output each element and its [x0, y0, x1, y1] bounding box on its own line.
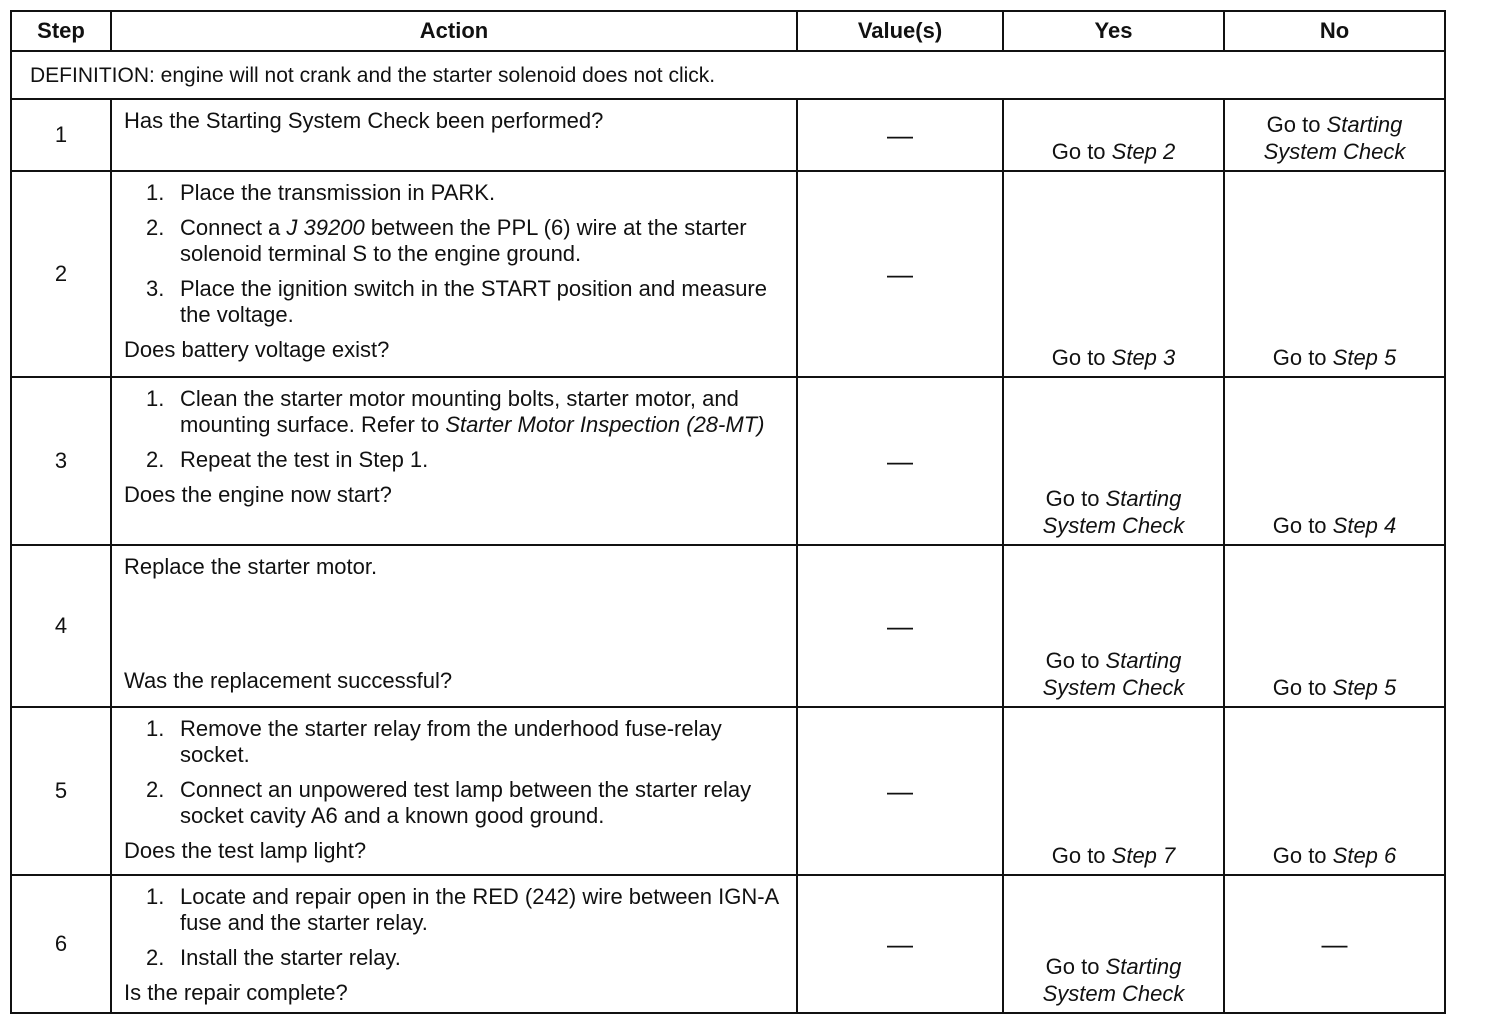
substep-item — [146, 884, 782, 936]
no-cell: — — [1224, 875, 1445, 1013]
substep-item — [146, 215, 782, 267]
substep-item — [146, 777, 782, 829]
header-step: Step — [11, 11, 111, 51]
header-value: Value(s) — [797, 11, 1003, 51]
yes-target-link[interactable]: Step 3 — [1111, 345, 1176, 370]
substep-text: Connect an unpowered test lamp between the starter relay socket cavity A6 and a known good ground. — [180, 777, 752, 828]
step-number: 1 — [11, 99, 111, 171]
substep-number: 2. — [146, 215, 165, 240]
step-number: 5 — [11, 707, 111, 875]
table-row — [11, 377, 1445, 545]
substep-list — [124, 386, 782, 473]
table-row — [11, 99, 1445, 171]
substep-number: 2. — [146, 777, 165, 802]
action-cell — [111, 707, 797, 875]
yes-target-link[interactable]: Starting System Check — [1042, 486, 1185, 538]
substep-item — [146, 716, 782, 768]
substep-text: Place the ignition switch in the START position and measure the voltage. — [180, 276, 767, 327]
substep-number: 1. — [146, 180, 165, 205]
yes-cell — [1003, 377, 1224, 545]
no-target-link[interactable]: Starting System Check — [1263, 112, 1406, 164]
substep-number: 2. — [146, 447, 165, 472]
substep-text: Remove the starter relay from the underhood fuse-relay socket. — [180, 716, 722, 767]
value-cell: — — [797, 171, 1003, 377]
question-text: Does battery voltage exist? — [124, 337, 390, 362]
substep-text: Install the starter relay. — [180, 945, 401, 970]
yes-cell — [1003, 545, 1224, 707]
definition-text: DEFINITION: engine will not crank and the starter solenoid does not click. — [11, 51, 1445, 99]
value-cell: — — [797, 875, 1003, 1013]
no-target-link[interactable]: Step 4 — [1332, 513, 1397, 538]
step-number: 3 — [11, 377, 111, 545]
no-cell — [1224, 171, 1445, 377]
diagnostic-table — [10, 10, 1446, 1014]
definition-row — [11, 51, 1445, 99]
question-text: Was the replacement successful? — [124, 668, 453, 693]
no-target-link[interactable]: Step 5 — [1332, 675, 1397, 700]
question-text: Has the Starting System Check been performed? — [124, 108, 604, 133]
substep-list — [124, 884, 782, 971]
question-text: Does the test lamp light? — [124, 838, 367, 863]
header-no: No — [1224, 11, 1445, 51]
substep-text: Connect a — [180, 215, 287, 240]
question-text: Is the repair complete? — [124, 980, 348, 1005]
substep-number: 3. — [146, 276, 165, 301]
no-target-link[interactable]: Step 6 — [1332, 843, 1397, 868]
action-cell — [111, 875, 797, 1013]
substep-text: between the PPL (6) wire at the starter solenoid terminal S to the engine ground. — [180, 215, 747, 266]
no-prefix: Go to — [1272, 513, 1333, 538]
yes-cell — [1003, 875, 1224, 1013]
yes-cell — [1003, 707, 1224, 875]
yes-cell — [1003, 171, 1224, 377]
action-cell — [111, 545, 797, 707]
table-row — [11, 875, 1445, 1013]
action-content — [124, 554, 782, 694]
yes-target-link[interactable]: Step 2 — [1111, 139, 1176, 164]
instruction-text: Replace the starter motor. — [124, 554, 378, 579]
substep-item — [146, 945, 782, 971]
substep-text: Repeat the test in Step 1. — [180, 447, 429, 472]
step-number: 6 — [11, 875, 111, 1013]
substep-text: Locate and repair open in the RED (242) wire between IGN-A fuse and the starter relay. — [180, 884, 778, 935]
yes-prefix: Go to — [1045, 486, 1106, 511]
yes-prefix: Go to — [1045, 648, 1106, 673]
substep-list — [124, 716, 782, 829]
no-prefix: Go to — [1272, 843, 1333, 868]
header-action: Action — [111, 11, 797, 51]
value-cell: — — [797, 377, 1003, 545]
diagnostic-table-container — [10, 10, 1444, 1004]
question-text: Does the engine now start? — [124, 482, 392, 507]
action-cell — [111, 171, 797, 377]
yes-target-link[interactable]: Step 7 — [1111, 843, 1176, 868]
no-prefix: Go to — [1272, 675, 1333, 700]
yes-prefix: Go to — [1045, 954, 1106, 979]
substep-item — [146, 386, 782, 438]
no-cell — [1224, 545, 1445, 707]
substep-number: 2. — [146, 945, 165, 970]
table-row — [11, 545, 1445, 707]
substep-list — [124, 180, 782, 328]
substep-text: Place the transmission in PARK. — [180, 180, 496, 205]
yes-prefix: Go to — [1051, 139, 1112, 164]
substep-number: 1. — [146, 386, 165, 411]
substep-item — [146, 276, 782, 328]
header-yes: Yes — [1003, 11, 1224, 51]
yes-prefix: Go to — [1051, 345, 1112, 370]
yes-cell — [1003, 99, 1224, 171]
table-row — [11, 171, 1445, 377]
no-prefix: Go to — [1272, 345, 1333, 370]
tool-reference: J 39200 — [286, 215, 365, 240]
action-cell — [111, 99, 797, 171]
value-cell: — — [797, 545, 1003, 707]
substep-item — [146, 180, 782, 206]
no-prefix: Go to — [1266, 112, 1327, 137]
header-row — [11, 11, 1445, 51]
reference-link[interactable]: Starter Motor Inspection (28-MT) — [445, 412, 765, 437]
substep-text: Clean the starter motor mounting bolts, starter motor, and mounting surface. Refer to — [180, 386, 739, 437]
action-cell — [111, 377, 797, 545]
substep-number: 1. — [146, 716, 165, 741]
value-cell: — — [797, 99, 1003, 171]
yes-prefix: Go to — [1051, 843, 1112, 868]
step-number: 4 — [11, 545, 111, 707]
no-target-link[interactable]: Step 5 — [1332, 345, 1397, 370]
value-cell: — — [797, 707, 1003, 875]
substep-number: 1. — [146, 884, 165, 909]
step-number: 2 — [11, 171, 111, 377]
substep-item — [146, 447, 782, 473]
no-cell — [1224, 707, 1445, 875]
yes-target-link[interactable]: Starting System Check — [1042, 954, 1185, 1006]
table-row — [11, 707, 1445, 875]
yes-target-link[interactable]: Starting System Check — [1042, 648, 1185, 700]
no-cell — [1224, 99, 1445, 171]
no-cell — [1224, 377, 1445, 545]
